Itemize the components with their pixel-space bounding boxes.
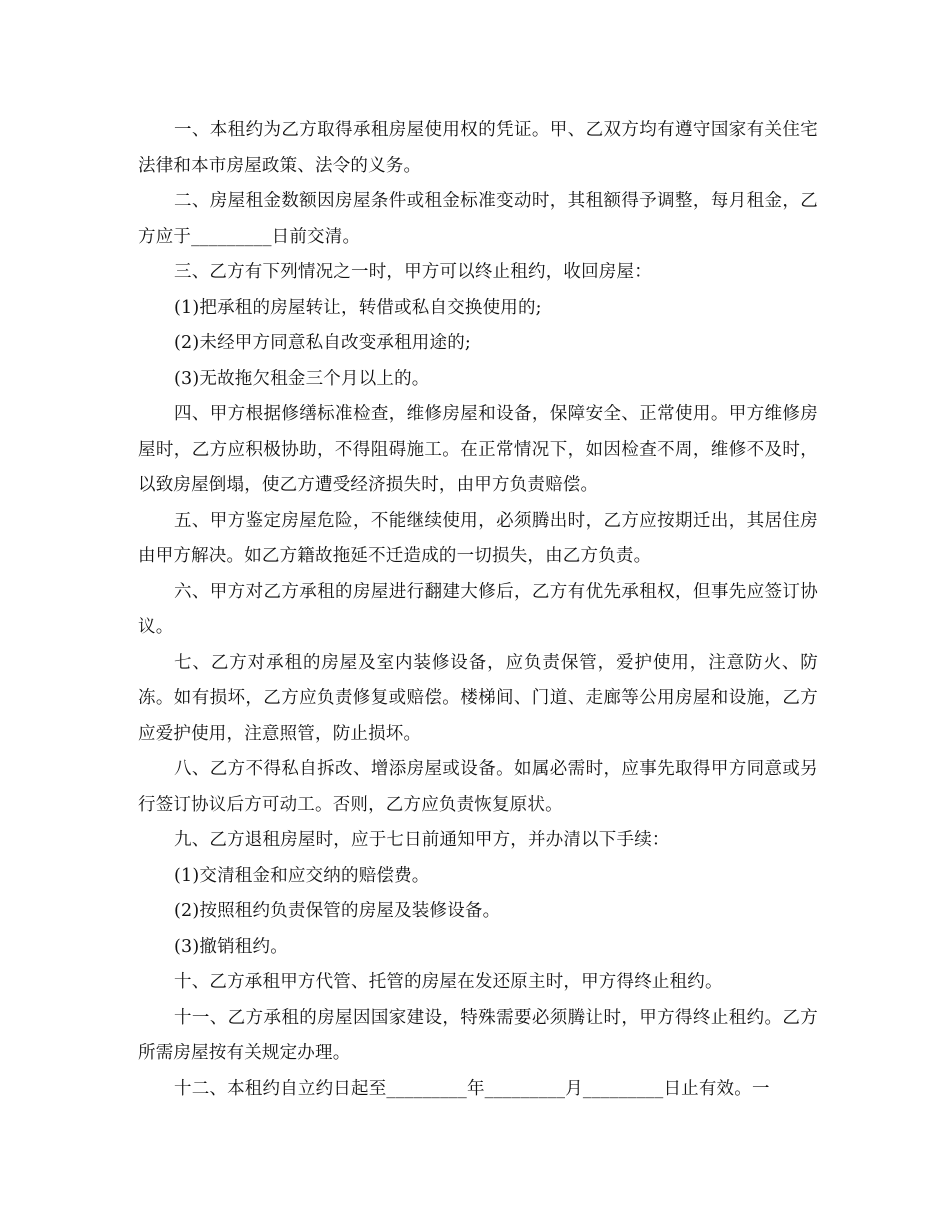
paragraph-clause-9-item-2: (2)按照租约负责保管的房屋及装修设备。 (174, 901, 501, 921)
paragraph-clause-3-item-3: (3)无故拖欠租金三个月以上的。 (174, 368, 430, 389)
paragraph-clause-3-item-1: (1)把承租的房屋转让，转借或私自交换使用的; (174, 297, 542, 318)
document-body (138, 113, 818, 1107)
paragraph-clause-6: 六、甲方对乙方承租的房屋进行翻建大修后，乙方有优先承租权，但事先应签订协议。 (138, 581, 818, 637)
paragraph-clause-3: 三、乙方有下列情况之一时，甲方可以终止租约，收回房屋： (174, 262, 652, 282)
paragraph-clause-9: 九、乙方退租房屋时，应于七日前通知甲方，并办清以下手续： (174, 830, 670, 850)
paragraph-clause-1: 一、本租约为乙方取得承租房屋使用权的凭证。甲、乙双方均有遵守国家有关住宅法律和本市房屋政策、法令的义务。 (138, 120, 818, 176)
paragraph-clause-11: 十一、乙方承租的房屋因国家建设，特殊需要必须腾让时，甲方得终止租约。乙方所需房屋按有关规定办理。 (138, 1007, 818, 1063)
paragraph-clause-5: 五、甲方鉴定房屋危险，不能继续使用，必须腾出时，乙方应按期迁出，其居住房由甲方解决。如乙方籍故拖延不迁造成的一切损失，由乙方负责。 (138, 510, 818, 566)
paragraph-clause-4: 四、甲方根据修缮标准检查，维修房屋和设备，保障安全、正常使用。甲方维修房屋时，乙方应积极协助，不得阻碍施工。在正常情况下，如因检查不周，维修不及时，以致房屋倒塌，使乙方遭受经济损失时，由甲方负责赔偿。 (138, 404, 818, 495)
paragraph-clause-9-item-3: (3)撤销租约。 (174, 936, 288, 957)
paragraph-clause-2: 二、房屋租金数额因房屋条件或租金标准变动时，其租额得予调整，每月租金，乙方应于_________日前交清。 (138, 191, 818, 247)
paragraph-clause-8: 八、乙方不得私自拆改、增添房屋或设备。如属必需时，应事先取得甲方同意或另行签订协议后方可动工。否则，乙方应负责恢复原状。 (138, 759, 818, 815)
paragraph-clause-7: 七、乙方对承租的房屋及室内装修设备，应负责保管，爱护使用，注意防火、防冻。如有损坏，乙方应负责修复或赔偿。楼梯间、门道、走廊等公用房屋和设施，乙方应爱护使用，注意照管，防止损坏。 (138, 652, 818, 744)
paragraph-clause-10: 十、乙方承租甲方代管、托管的房屋在发还原主时，甲方得终止租约。 (174, 972, 723, 992)
paragraph-clause-12: 十二、本租约自立约日起至_________年_________月_________日止有效。一 (174, 1078, 770, 1099)
paragraph-clause-3-item-2: (2)未经甲方同意私自改变承租用途的; (174, 333, 471, 353)
paragraph-clause-9-item-1: (1)交清租金和应交纳的赔偿费。 (174, 865, 430, 886)
